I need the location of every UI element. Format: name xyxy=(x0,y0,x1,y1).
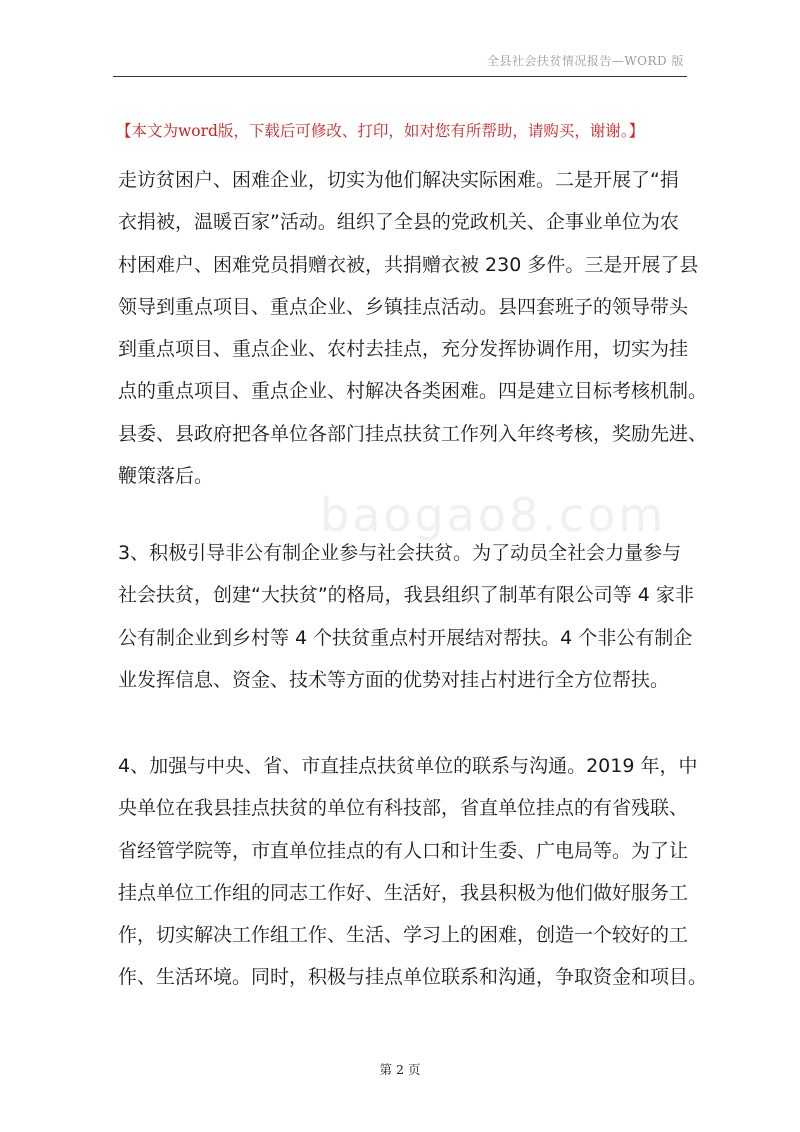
header-divider xyxy=(113,76,687,77)
download-notice: 【本文为word版，下载后可修改、打印，如对您有所帮助，请购买，谢谢。】 xyxy=(116,122,645,140)
text-line: 挂点单位工作组的同志工作好、生活好，我县积极为他们做好服务工 xyxy=(118,881,689,904)
text-line: 社会扶贫，创建“大扶贫”的格局，我县组织了制革有限公司等 4 家非 xyxy=(118,584,694,607)
text-line: 鞭策落后。 xyxy=(118,465,214,488)
watermark: baogao8.com xyxy=(320,488,667,542)
paragraph-1 xyxy=(118,159,707,497)
text-line: 业发挥信息、资金、技术等方面的优势对挂占村进行全方位帮扶。 xyxy=(118,668,670,691)
page-number: 第 2 页 xyxy=(379,1062,421,1077)
text-line: 村困难户、困难党员捐赠衣被，共捐赠衣被 230 多件。三是开展了县 xyxy=(118,253,699,276)
paragraph-3 xyxy=(118,745,707,999)
text-line: 县委、县政府把各单位各部门挂点扶贫工作列入年终考核，奖励先进、 xyxy=(118,422,708,445)
text-line: 4、加强与中央、省、市直挂点扶贫单位的联系与沟通。2019 年，中 xyxy=(118,755,698,777)
text-line: 走访贫困户、困难企业，切实为他们解决实际困难。二是开展了“捐 xyxy=(118,169,679,191)
text-line: 领导到重点项目、重点企业、乡镇挂点活动。县四套班子的领导带头 xyxy=(118,295,689,318)
running-header: 全县社会扶贫情况报告—WORD 版 xyxy=(486,54,684,68)
paragraph-2 xyxy=(118,532,694,701)
text-line: 作、生活环境。同时，积极与挂点单位联系和沟通，争取资金和项目。 xyxy=(118,966,708,989)
text-line: 央单位在我县挂点扶贫的单位有科技部，省直单位挂点的有省残联、 xyxy=(118,797,689,820)
text-line: 3、积极引导非公有制企业参与社会扶贫。为了动员全社会力量参与 xyxy=(118,542,682,564)
text-line: 公有制企业到乡村等 4 个扶贫重点村开展结对帮扶。4 个非公有制企 xyxy=(118,626,693,649)
text-line: 省经管学院等，市直单位挂点的有人口和计生委、广电局等。为了让 xyxy=(118,839,689,862)
text-line: 作，切实解决工作组工作、生活、学习上的困难，创造一个较好的工 xyxy=(118,924,689,947)
text-line: 衣捐被，温暖百家”活动。组织了全县的党政机关、企事业单位为农 xyxy=(118,211,679,234)
text-line: 点的重点项目、重点企业、村解决各类困难。四是建立目标考核机制。 xyxy=(118,380,708,403)
text-line: 到重点项目、重点企业、农村去挂点，充分发挥协调作用，切实为挂 xyxy=(118,338,689,361)
